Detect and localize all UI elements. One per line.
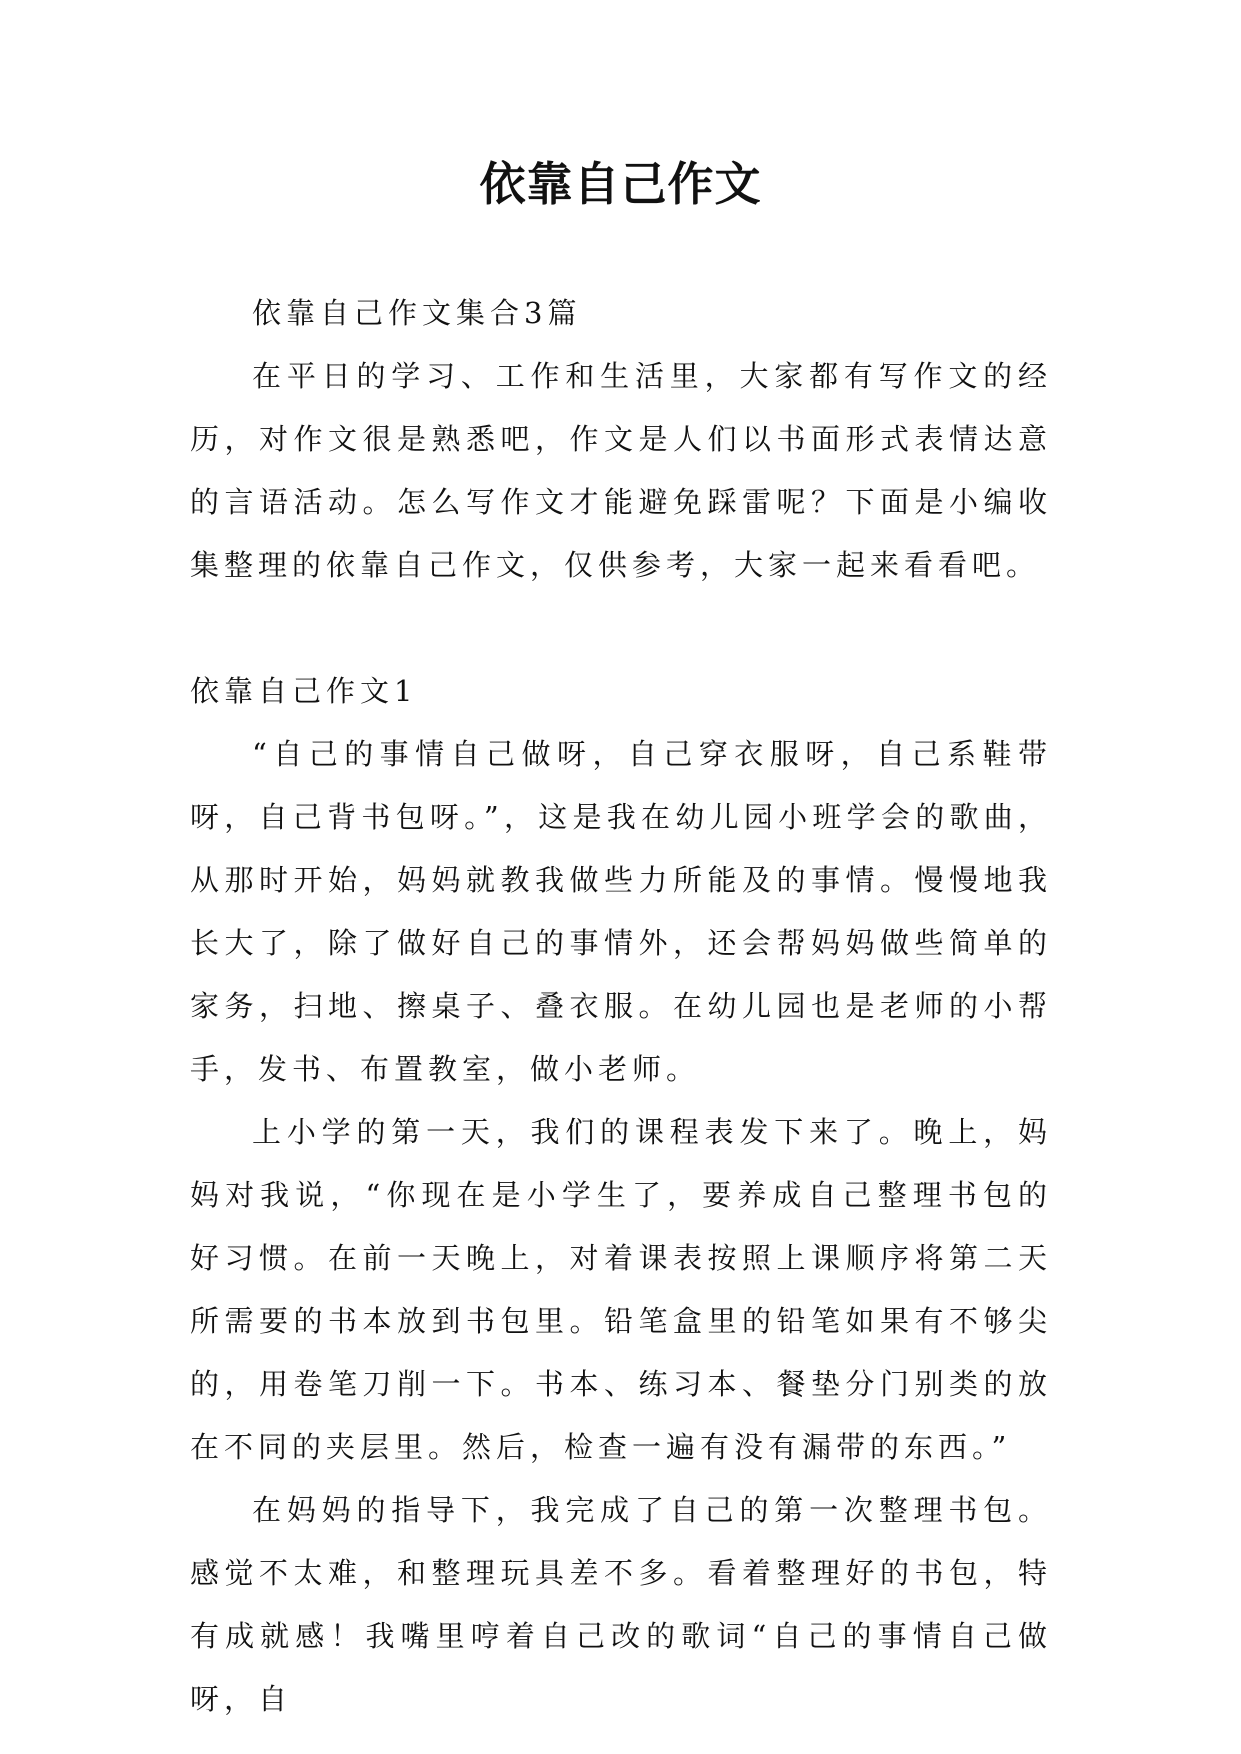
body-paragraph: 在妈妈的指导下，我完成了自己的第一次整理书包。感觉不太难，和整理玩具差不多。看着整理好的书包，特有成就感！我嘴里哼着自己改的歌词“自己的事情自己做呀，自 xyxy=(190,1493,1052,1716)
document-body xyxy=(190,282,1052,1731)
document-subtitle: 依靠自己作文集合3篇 xyxy=(252,296,582,330)
body-paragraph: “自己的事情自己做呀，自己穿衣服呀，自己系鞋带呀，自己背书包呀。”，这是我在幼儿园小班学会的歌曲，从那时开始，妈妈就教我做些力所能及的事情。慢慢地我长大了，除了做好自己的事情外，还会帮妈妈做些简单的家务，扫地、擦桌子、叠衣服。在幼儿园也是老师的小帮手，发书、布置教室，做小老师。 xyxy=(190,737,1052,1086)
paragraph-spacer xyxy=(190,597,1052,660)
intro-paragraph: 在平日的学习、工作和生活里，大家都有写作文的经历，对作文很是熟悉吧，作文是人们以书面形式表情达意的言语活动。怎么写作文才能避免踩雷呢？下面是小编收集整理的依靠自己作文，仅供参考，大家一起来看看吧。 xyxy=(190,359,1052,582)
section-heading: 依靠自己作文1 xyxy=(190,674,418,708)
document-title: 依靠自己作文 xyxy=(479,157,762,211)
body-paragraph: 上小学的第一天，我们的课程表发下来了。晚上，妈妈对我说，“你现在是小学生了，要养成自己整理书包的好习惯。在前一天晚上，对着课表按照上课顺序将第二天所需要的书本放到书包里。铅笔盒里的铅笔如果有不够尖的，用卷笔刀削一下。书本、练习本、餐垫分门别类的放在不同的夹层里。然后，检查一遍有没有漏带的东西。” xyxy=(190,1115,1052,1464)
